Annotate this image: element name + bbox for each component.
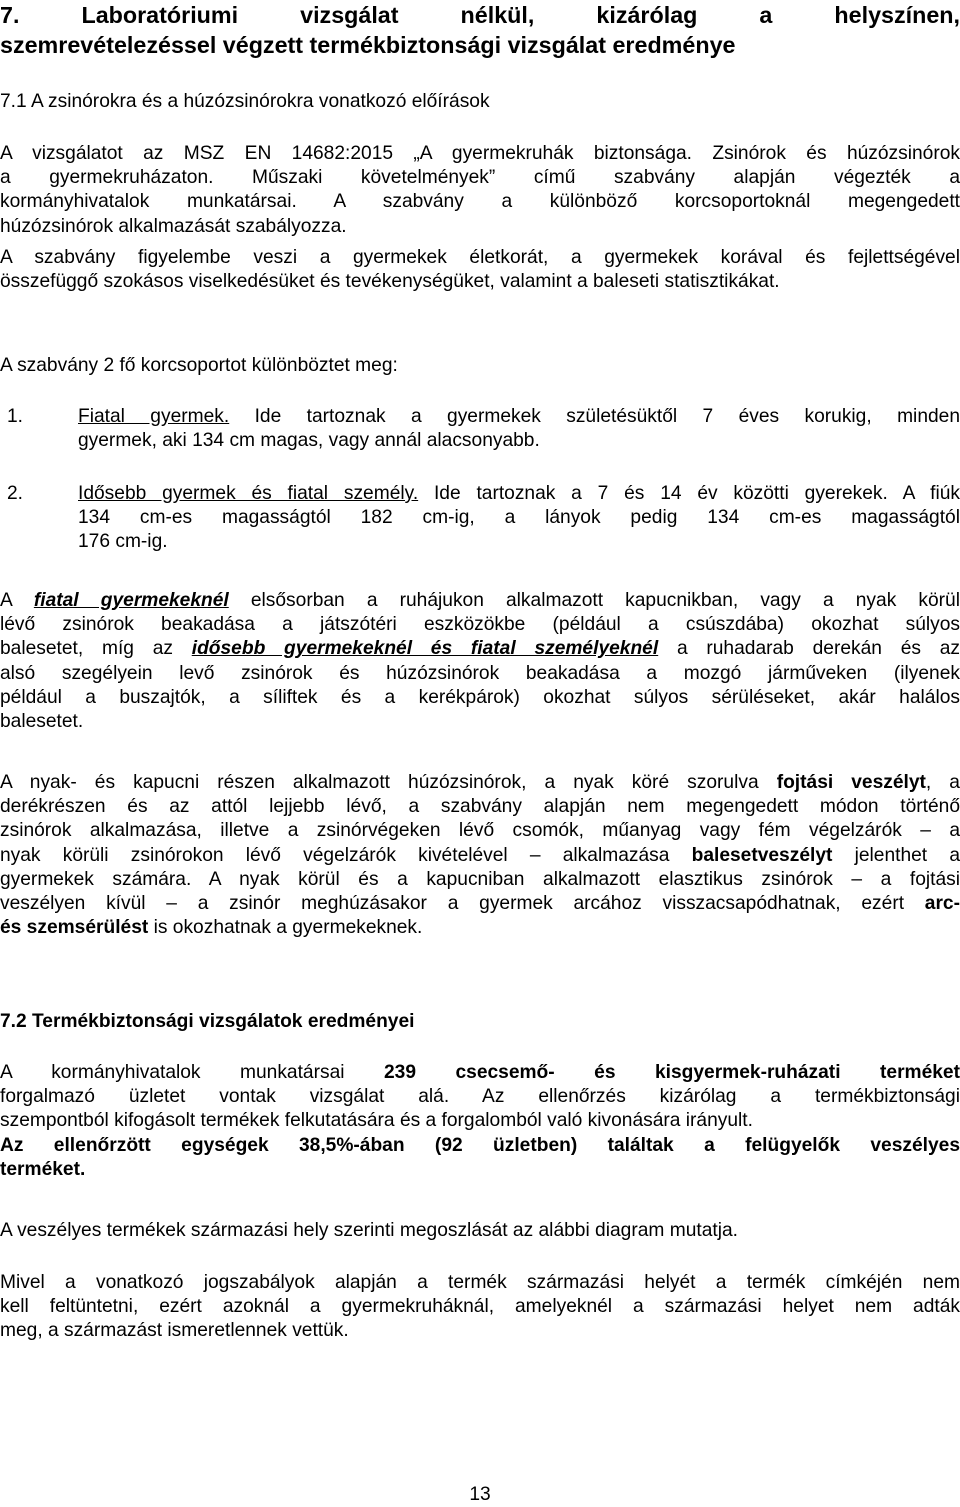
page-number: 13 [469, 1484, 491, 1505]
list-item-term: Idősebb gyermek és fiatal személy. [78, 483, 419, 504]
section-7-2-paragraph-3: Mivel a vonatkozó jogszabályok alapján a termék származási helyét a termék címkéjén nem kell feltüntetni, ezért azoknál a gyermekruháknál, amelyeknél a származási helyet nem adták meg, a származást ismeretlennek vettük. [0, 1272, 960, 1342]
emphasis-choking-hazard: fojtási veszélyt [776, 772, 926, 793]
emphasis-product-count: 239 csecsemő- és kisgyermek-ruházati terméket [383, 1062, 960, 1083]
list-item-term: Fiatal gyermek. [78, 406, 230, 427]
emphasis-accident-hazard: balesetveszélyt [691, 844, 833, 866]
emphasis-eye-injury: és szemsérülést [0, 917, 149, 939]
list-item-text: Idősebb gyermek és fiatal személy. Ide tartoznak a 7 és 14 év közötti gyerekek. A fiúk 134 cm-es magasságtól 182 cm-ig, a lányok pedig 134 cm-es magasságtól 176 cm-ig. [78, 483, 960, 553]
emphasis-result: Az ellenőrzött egységek 38,5%-ában (92 üzletben) találtak a felügyelők veszélyes [0, 1134, 960, 1156]
section-7-1-paragraph-5: A nyak- és kapucni részen alkalmazott húzózsinórok, a nyak köré szorulva fojtási veszélyt, a derékrészen és az attól lejjebb lévő, a szabvány alapján nem megengedett módon történő zsinórok alkalmazása, illetve a zsinórvégeken lévő csomók, műanyag vagy fém végelzárók – a nyak körüli zsinórokon lévő végelzárók kivételével – alkalmazása balesetveszélyt jelenthet a gyermekek számára. A nyak körül és a kapucniban alkalmazott elasztikus zsinórok – a fojtási veszélyen kívül – a zsinór meghúzásakor a gyermek arcához visszacsapódhatnak, ezért arc- és szemsérülést is okozhatnak a gyermekeknek. [0, 772, 960, 939]
section-7-2-paragraph-1: A kormányhivatalok munkatársai 239 csecsemő- és kisgyermek-ruházati terméket forgalmazó üzletet vontak vizsgálat alá. Az ellenőrzés kizárólag a termékbiztonsági szempontból kifogásolt termékek felkutatására és a forgalomból való kivonására irányult. Az ellenőrzött egységek 38,5%-ában (92 üzletben) találtak a felügyelők veszélyes terméket. [0, 1062, 960, 1180]
section-7-1-paragraph-4: A fiatal gyermekeknél elsősorban a ruhájukon alkalmazott kapucnikban, vagy a nyak körül lévő zsinórok beakadása a játszótéri eszközökbe (például a csúszdába) okozhat súlyos balesetet, míg az idősebb gyermekeknél és fiatal személyeknél a ruhadarab derekán és az alsó szegélyein levő zsinórok és húzózsinórok beakadása a mozgó járműveken (ilyenek például a buszajtók, a síliftek és a kerékpárok) okozhat súlyos sérüléseket, akár halálos balesetet. [0, 590, 960, 732]
section-7-1-title: 7.1 A zsinórokra és a húzózsinórokra vonatkozó előírások [0, 91, 490, 112]
section-7-2-title: 7.2 Termékbiztonsági vizsgálatok eredményei [0, 1011, 415, 1032]
section-7-1-paragraph-2: A szabvány figyelembe veszi a gyermekek életkorát, a gyermekek korával és fejlettségével összefüggő szokásos viselkedésüket és tevékenységüket, valamint a baleseti statisztikákat. [0, 247, 960, 293]
section-7-1-paragraph-1: A vizsgálatot az MSZ EN 14682:2015 „A gyermekruhák biztonsága. Zsinórok és húzózsinórok a gyermekruházaton. Műszaki követelmények” című szabvány alapján végezték a kormányhivatalok munkatársai. A szabvány a különböző korcsoportoknál megengedett húzózsinórok alkalmazását szabályozza. [0, 143, 960, 237]
list-item-text: Fiatal gyermek. Ide tartoznak a gyermekek születésüktől 7 éves korukig, minden gyermek, aki 134 cm magas, vagy annál alacsonyabb. [78, 406, 960, 452]
list-item-number: 2. [7, 483, 24, 504]
main-heading-line-1: 7. Laboratóriumi vizsgálat nélkül, kizárólag a helyszínen, [0, 2, 960, 28]
emphasis-older-children: idősebb gyermekeknél és fiatal személyeknél [191, 638, 659, 660]
main-heading [0, 0, 960, 60]
main-heading-line-2: szemrevételezéssel végzett termékbiztonsági vizsgálat eredménye [0, 32, 736, 58]
section-7-1-paragraph-3: A szabvány 2 fő korcsoportot különböztet meg: [0, 355, 398, 376]
section-7-2-paragraph-2: A veszélyes termékek származási hely szerinti megoszlását az alábbi diagram mutatja. [0, 1220, 738, 1241]
emphasis-young-children: fiatal gyermekeknél [33, 590, 229, 611]
list-item-number: 1. [7, 406, 24, 427]
